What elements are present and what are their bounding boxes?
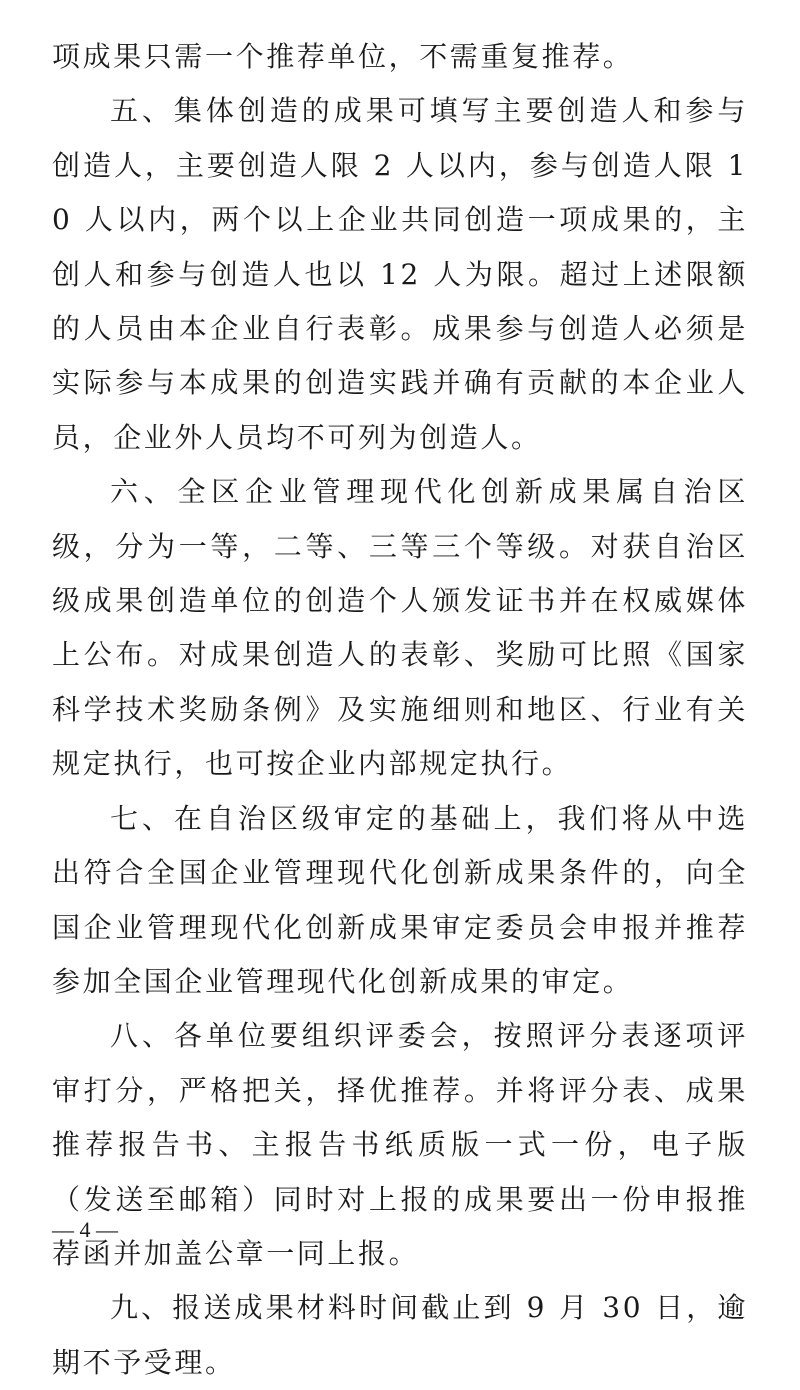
paragraph-item-6: 六、全区企业管理现代化创新成果属自治区级，分为一等，二等、三等三个等级。对获自治区级成果创造单位的创造个人颁发证书并在权威媒体上公布。对成果创造人的表彰、奖励可比照《国家科学技术奖励条例》及实施细则和地区、行业有关规定执行，也可按企业内部规定执行。 [52,475,748,781]
paragraph-item-9: 九、报送成果材料时间截止到 9 月 30 日，逾期不予受理。 [52,1291,748,1379]
page-number: — 4 — [52,1217,118,1242]
paragraph-item-8: 八、各单位要组织评委会，按照评分表逐项评审打分，严格把关，择优推荐。并将评分表、成果推荐报告书、主报告书纸质版一式一份，电子版（发送至邮箱）同时对上报的成果要出一份申报推荐函并加盖公章一同上报。 [52,1019,748,1270]
paragraph-item-5: 五、集体创造的成果可填写主要创造人和参与创造人，主要创造人限 2 人以内，参与创造人限 10 人以内，两个以上企业共同创造一项成果的，主创人和参与创造人也以 12 人为限。超过上述限额的人员由本企业自行表彰。成果参与创造人必须是实际参与本成果的创造实践并确有贡献的本企业人员，企业外人员均不可列为创造人。 [52,94,748,454]
paragraph-continuation: 项成果只需一个推荐单位，不需重复推荐。 [52,40,634,73]
paragraph-item-7: 七、在自治区级审定的基础上，我们将从中选出符合全国企业管理现代化创新成果条件的，向全国企业管理现代化创新成果审定委员会申报并推荐参加全国企业管理现代化创新成果的审定。 [52,801,748,998]
